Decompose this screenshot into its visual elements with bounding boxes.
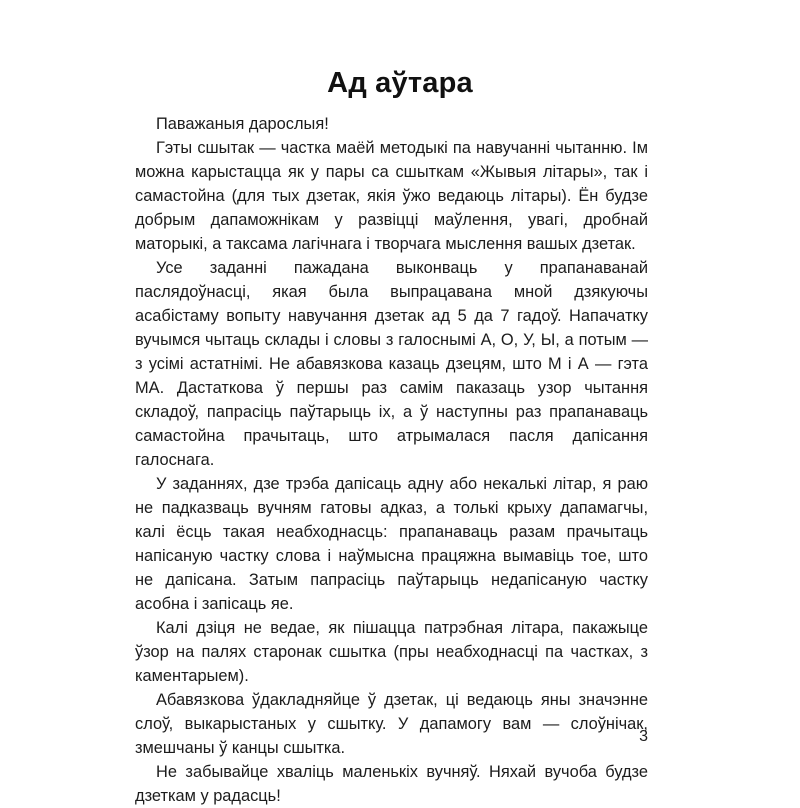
paragraph-salutation: Паважаныя дарослыя!	[156, 115, 329, 133]
body-text-column	[135, 112, 648, 808]
page-title: Ад аўтара	[327, 67, 473, 100]
paragraph-intro: Гэты сшытак — частка маёй методыкі па навучанні чытанню. Ім можна карыстацца як у пары са сшыткам «Жывыя літары», так і самастойна (для тых дзетак, якія ўжо ведаюць літары). Ён будзе добрым дапаможнікам у развіцці маўлення, увагі, дробнай маторыкі, а таксама лагічнага і творчага мыслення вашых дзетак.	[135, 139, 648, 253]
page-number: 3	[639, 728, 648, 745]
paragraph-sequence: Усе заданні пажадана выконваць у прапанаванай паслядоўнасці, якая была выпрацавана мной дзякуючы асабістаму вопыту навучання дзетак ад 5 да 7 гадоў. Напачатку вучымся чытаць склады і словы з галоснымі А, О, У, Ы, а потым — з усімі астатнімі. Не абавязкова казаць дзецям, што М і А — гэта МА. Дастаткова ў першы раз самім паказаць узор чытання складоў, папрасіць паўтарыць іх, а ў наступны раз прапанаваць самастойна прачытаць, што атрымалася пасля дапісання галоснага.	[135, 259, 648, 469]
paragraph-encouragement: Не забывайце хваліць маленькіх вучняў. Няхай вучоба будзе дзеткам у радасць!	[135, 763, 648, 805]
paragraph-margins: Калі дзіця не ведае, як пішацца патрэбная літара, пакажыце ўзор на палях старонак сшытка (пры неабходнасці па частках, з каментарыем).	[135, 619, 648, 685]
paragraph-hints: У заданнях, дзе трэба дапісаць адну або некалькі літар, я раю не падказваць вучням гатовы адказ, а толькі крыху дапамагчы, калі ёсць такая неабходнасць: прапанаваць разам прачытаць напісаную частку слова і наўмысна працяжна вымавіць тое, што не дапісана. Затым папрасіць паўтарыць недапісаную частку асобна і запісаць яе.	[135, 475, 648, 613]
paragraph-vocabulary: Абавязкова ўдакладняйце ў дзетак, ці ведаюць яны значэнне слоў, выкарыстаных у сшытку. У дапамогу вам — слоўнічак, змешчаны ў канцы сшытка.	[135, 691, 648, 757]
